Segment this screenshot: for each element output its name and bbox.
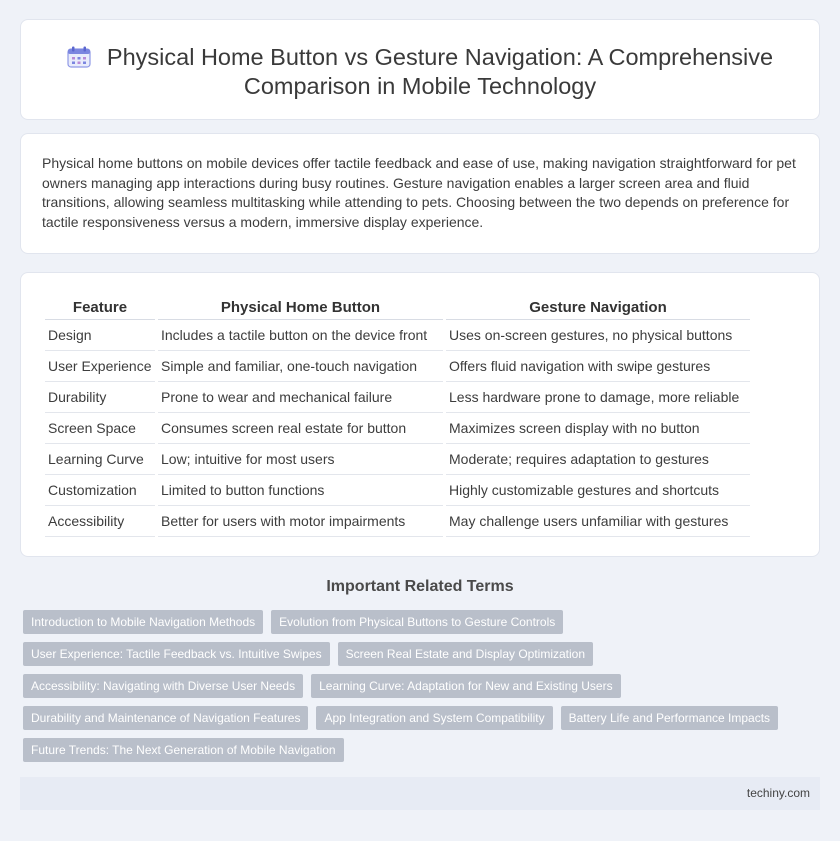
- table-cell-physical: Low; intuitive for most users: [158, 444, 443, 475]
- calendar-icon: [67, 46, 91, 68]
- comparison-card: [20, 272, 820, 557]
- related-terms-title: Important Related Terms: [326, 578, 514, 595]
- table-cell-gesture: Less hardware prone to damage, more reliable: [446, 382, 750, 413]
- related-term-tag[interactable]: Accessibility: Navigating with Diverse User Needs: [23, 674, 303, 698]
- table-cell-feature: Accessibility: [45, 506, 155, 537]
- table-row: [45, 506, 750, 537]
- column-header-gesture-navigation: Gesture Navigation: [446, 295, 750, 320]
- table-cell-gesture: Highly customizable gestures and shortcuts: [446, 475, 750, 506]
- column-header-feature: Feature: [45, 295, 155, 320]
- table-cell-physical: Simple and familiar, one-touch navigation: [158, 351, 443, 382]
- footer: [20, 777, 820, 810]
- table-cell-gesture: Moderate; requires adaptation to gestures: [446, 444, 750, 475]
- table-cell-feature: Durability: [45, 382, 155, 413]
- table-cell-gesture: May challenge users unfamiliar with gestures: [446, 506, 750, 537]
- table-cell-feature: Design: [45, 320, 155, 351]
- header: [21, 43, 819, 101]
- related-term-tag[interactable]: App Integration and System Compatibility: [316, 706, 552, 730]
- table-row: [45, 444, 750, 475]
- table-cell-gesture: Offers fluid navigation with swipe gestures: [446, 351, 750, 382]
- page-title: [61, 43, 779, 101]
- column-header-physical-home-button: Physical Home Button: [158, 295, 443, 320]
- table-cell-physical: Includes a tactile button on the device front: [158, 320, 443, 351]
- related-term-tag[interactable]: User Experience: Tactile Feedback vs. Intuitive Swipes: [23, 642, 330, 666]
- related-term-tag[interactable]: Battery Life and Performance Impacts: [561, 706, 778, 730]
- table-row: [45, 475, 750, 506]
- footer-site-link[interactable]: techiny.com: [746, 786, 810, 800]
- page-title-text: Physical Home Button vs Gesture Navigation: A Comprehensive Comparison in Mobile Technology: [106, 44, 774, 99]
- related-term-tag[interactable]: Learning Curve: Adaptation for New and Existing Users: [311, 674, 621, 698]
- related-term-tag[interactable]: Future Trends: The Next Generation of Mobile Navigation: [23, 738, 344, 762]
- table-cell-physical: Limited to button functions: [158, 475, 443, 506]
- table-cell-feature: User Experience: [45, 351, 155, 382]
- related-term-tag[interactable]: Introduction to Mobile Navigation Methods: [23, 610, 263, 634]
- intro-card: [20, 133, 820, 254]
- related-term-tag[interactable]: Evolution from Physical Buttons to Gesture Controls: [271, 610, 563, 634]
- table-cell-gesture: Uses on-screen gestures, no physical buttons: [446, 320, 750, 351]
- table-cell-feature: Learning Curve: [45, 444, 155, 475]
- related-term-tag[interactable]: Durability and Maintenance of Navigation Features: [23, 706, 308, 730]
- header-card: [20, 19, 820, 120]
- intro-paragraph: Physical home buttons on mobile devices offer tactile feedback and ease of use, making navigation straightforward for pet owners managing app interactions during busy routines. Gesture navigation enables a larger screen area and fluid transitions, allowing seamless multitasking while attending to pets. Choosing between the two depends on preference for tactile responsiveness versus a modern, immersive display experience.: [42, 155, 796, 230]
- related-term-tag[interactable]: Screen Real Estate and Display Optimization: [338, 642, 593, 666]
- table-cell-physical: Prone to wear and mechanical failure: [158, 382, 443, 413]
- comparison-table: [42, 295, 753, 537]
- table-cell-gesture: Maximizes screen display with no button: [446, 413, 750, 444]
- table-cell-feature: Customization: [45, 475, 155, 506]
- table-row: [45, 382, 750, 413]
- table-row: [45, 351, 750, 382]
- table-cell-physical: Consumes screen real estate for button: [158, 413, 443, 444]
- related-terms-tags: [23, 610, 813, 762]
- table-row: [45, 320, 750, 351]
- table-cell-physical: Better for users with motor impairments: [158, 506, 443, 537]
- table-cell-feature: Screen Space: [45, 413, 155, 444]
- table-header-row: [45, 295, 750, 320]
- table-row: [45, 413, 750, 444]
